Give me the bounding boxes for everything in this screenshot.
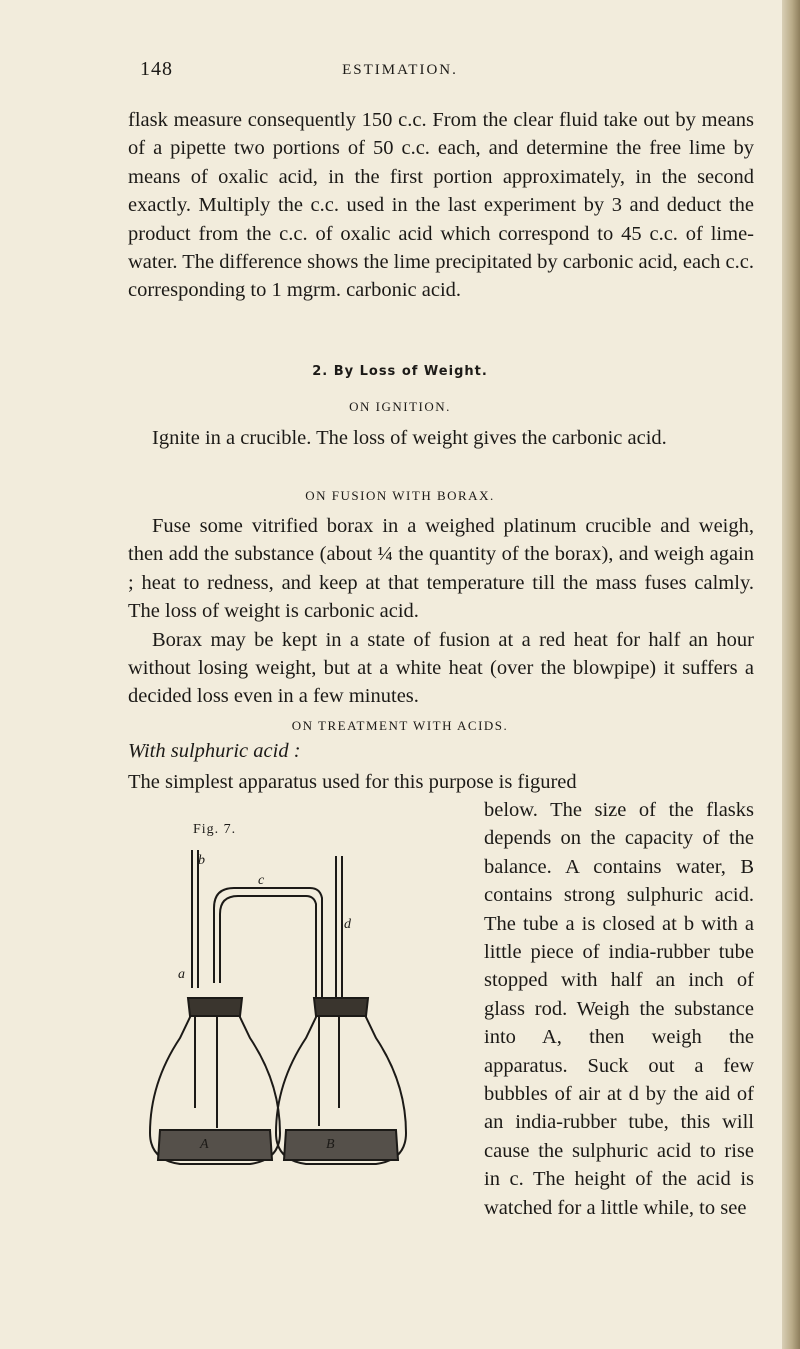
sulphuric-acid-heading: With sulphuric acid : [128,740,301,762]
label-c: c [258,873,265,888]
acids-lead-line: The simplest apparatus used for this purpose is figured [128,771,577,793]
running-title: ESTIMATION. [342,62,458,78]
section-heading: 2. By Loss of Weight. [312,364,488,379]
tube-c [214,888,322,1008]
apparatus-figure [140,838,476,1178]
acids-subheading: ON TREATMENT WITH ACIDS. [291,718,509,733]
label-b: b [198,853,205,868]
label-d: d [344,917,351,932]
figure-caption: Fig. 7. [193,822,237,837]
label-flask-a: A [200,1137,209,1152]
borax-paragraph-1: Fuse some vitrified borax in a weighed platinum crucible and weigh, then add the substance (about ¼ the quantity of the borax), and weigh again ; heat to redness, and keep at that temperature till the mass fuses calmly. The loss of weight is carbonic acid. [128,515,754,623]
acids-body-paragraph: below. The size of the flasks depends on the capacity of the balance. A contains water, B contains strong sulphuric acid. The tube a is closed at b with a little piece of india-rubber tube stopped with half an inch of glass rod. Weigh the substance into A, then weigh the apparatus. Suck out a few bubbles of air at d by the aid of an india-rubber tube, this will cause the sulphuric acid to rise in c. The height of the acid is watched for a little while, to see [484,799,754,1219]
intro-text: flask measure consequently 150 c.c. From the clear fluid take out by means of a pipette two portions of 50 c.c. each, and determine the free lime by means of oxalic acid, in the first portion approximately, in the second exactly. Multiply the c.c. used in the last experiment by 3 and deduct the product from the c.c. of oxalic acid which correspond to 45 c.c. of lime-water. The difference shows the lime precipitated by carbonic acid, each c.c. corresponding to 1 mgrm. carbonic acid. [128,109,754,302]
page-edge [782,0,800,1349]
borax-subheading: ON FUSION WITH BORAX. [305,488,495,503]
page-number: 148 [140,58,173,80]
borax-paragraph-2: Borax may be kept in a state of fusion at a red heat for half an hour without losing weight, but at a white heat (over the blowpipe) it suffers a decided loss even in a few minutes. [128,628,754,708]
ignition-paragraph: Ignite in a crucible. The loss of weight gives the carbonic acid. [152,427,667,449]
intro-paragraph [128,106,754,305]
ignition-subheading: ON IGNITION. [349,399,451,414]
label-a: a [178,967,185,982]
borax-section [128,512,754,711]
label-flask-b: B [326,1137,335,1152]
